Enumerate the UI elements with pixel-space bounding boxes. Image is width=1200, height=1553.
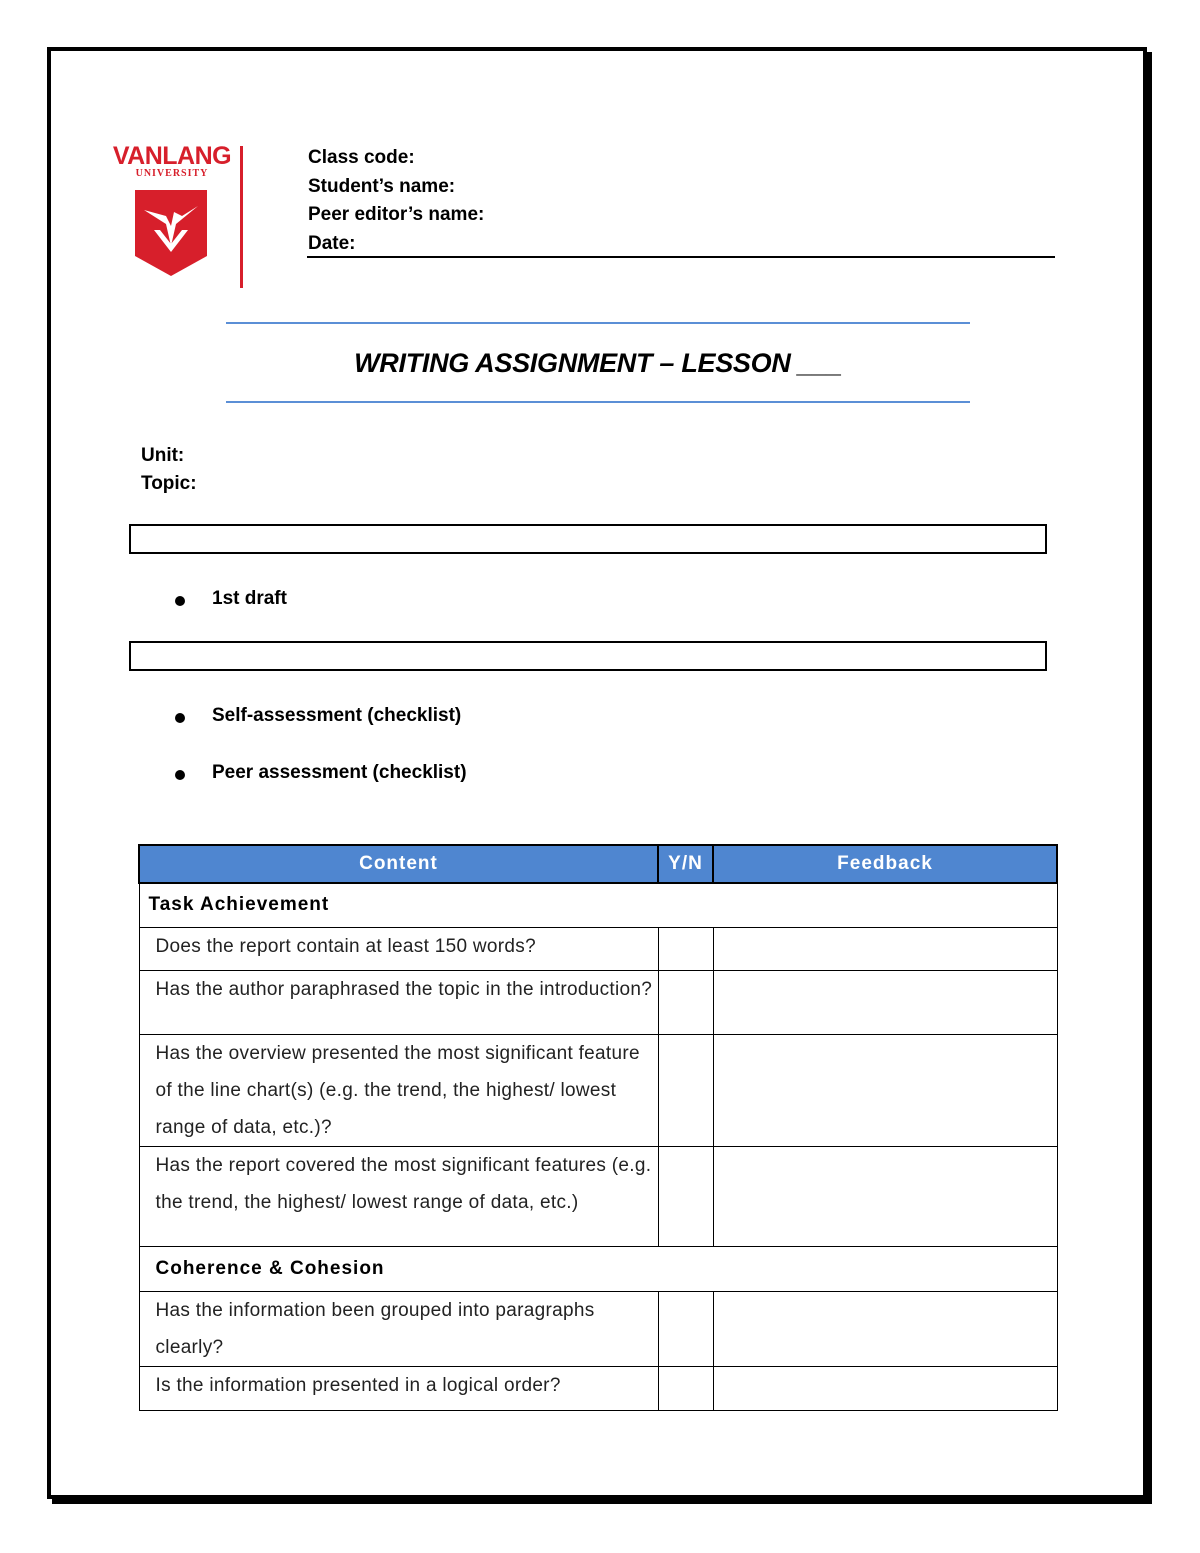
bullet-text: Self-assessment (checklist) xyxy=(212,705,462,726)
bullet-text: Peer assessment (checklist) xyxy=(212,762,467,783)
feedback-cell[interactable] xyxy=(713,927,1057,970)
yn-cell[interactable] xyxy=(658,927,713,970)
question-text: Has the overview presented the most significant feature of the line chart(s) (e.g. the trend, the highest/ lowest range of data, etc.)? xyxy=(139,1034,658,1146)
yn-cell[interactable] xyxy=(658,1291,713,1366)
university-logo xyxy=(112,142,237,292)
student-name-label: Student’s name: xyxy=(308,175,456,197)
content-header: Content xyxy=(139,845,658,883)
feedback-header: Feedback xyxy=(713,845,1057,883)
bullet-dot xyxy=(175,770,185,780)
yn-cell[interactable] xyxy=(658,1034,713,1146)
section-task-achievement: Task Achievement xyxy=(139,883,1057,927)
feedback-cell[interactable] xyxy=(713,1034,1057,1146)
yn-cell[interactable] xyxy=(658,1146,713,1246)
question-text: Has the information been grouped into paragraphs clearly? xyxy=(139,1291,658,1366)
bullet-text: 1st draft xyxy=(212,588,287,609)
page-title: WRITING ASSIGNMENT – LESSON ___ xyxy=(354,348,842,378)
title-top-rule xyxy=(226,322,970,324)
yn-cell[interactable] xyxy=(658,1366,713,1410)
question-text: Does the report contain at least 150 words? xyxy=(139,927,658,970)
unit-topic-block xyxy=(141,442,197,498)
feedback-cell[interactable] xyxy=(713,1291,1057,1366)
answer-box-2[interactable] xyxy=(129,641,1047,671)
section-coherence-cohesion: Coherence & Cohesion xyxy=(139,1246,1057,1291)
class-code-label: Class code: xyxy=(308,147,415,168)
bullet-dot xyxy=(175,596,185,606)
feedback-cell[interactable] xyxy=(713,970,1057,1034)
date-label: Date: xyxy=(308,232,356,254)
table-row xyxy=(139,1034,1057,1146)
peer-editor-label: Peer editor’s name: xyxy=(308,204,485,225)
table-row xyxy=(139,1291,1057,1366)
topic-label: Topic: xyxy=(141,473,197,494)
bullet-dot xyxy=(175,713,185,723)
question-text: Is the information presented in a logical order? xyxy=(139,1366,658,1410)
section-row xyxy=(139,883,1057,927)
header-underline xyxy=(307,256,1055,258)
shield-icon xyxy=(132,186,210,278)
title-bottom-rule xyxy=(226,401,970,403)
checklist-table xyxy=(138,844,1058,1411)
section-row xyxy=(139,1246,1057,1291)
table-row xyxy=(139,927,1057,970)
logo-wordmark: VANLANG xyxy=(112,142,232,170)
feedback-cell[interactable] xyxy=(713,1366,1057,1410)
question-text: Has the author paraphrased the topic in the introduction? xyxy=(139,970,658,1034)
header-fields xyxy=(308,144,484,258)
table-row xyxy=(139,970,1057,1034)
table-header-row xyxy=(139,845,1057,883)
unit-label: Unit: xyxy=(141,445,185,466)
yn-cell[interactable] xyxy=(658,970,713,1034)
logo-divider xyxy=(240,146,243,288)
question-text: Has the report covered the most significant features (e.g. the trend, the highest/ lowest range of data, etc.) xyxy=(139,1146,658,1246)
table-row xyxy=(139,1146,1057,1246)
yn-header: Y/N xyxy=(658,845,713,883)
table-row xyxy=(139,1366,1057,1410)
answer-box-1[interactable] xyxy=(129,524,1047,554)
logo-subtitle: UNIVERSITY xyxy=(135,168,209,179)
feedback-cell[interactable] xyxy=(713,1146,1057,1246)
